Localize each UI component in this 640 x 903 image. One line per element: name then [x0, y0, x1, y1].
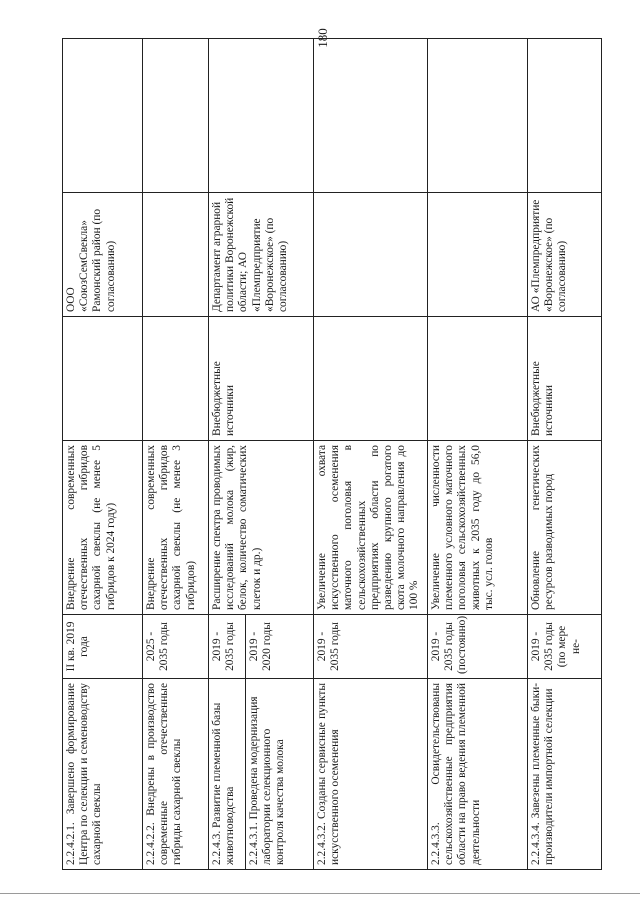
result-cell: Внедрение современных отечественных гибридов сахарной свеклы (не менее 5 гибридов к 2024 году) — [63, 441, 142, 615]
term-cell: 2019 - 2035 годы (по мере не- — [528, 615, 602, 679]
measure-cell: 2.2.4.3. Развитие племенной базы животноводства — [211, 702, 237, 865]
measure-cell: 2.2.4.3.4. Завезены племенные быки-производители импортной селекции — [530, 683, 556, 865]
bottom-rule — [0, 893, 640, 894]
source-cell: Внебюджетные источники — [209, 317, 313, 441]
extra-cell — [63, 39, 142, 193]
result-cell: Увеличение численности племенного условного маточного поголовья сельскохозяйственных животных к 2035 году до 56,0 тыс. усл. голов — [428, 441, 527, 615]
result-cell: Внедрение современных отечественных гибридов сахарной свеклы (не менее 3 гибридов) — [143, 441, 208, 615]
measure-cell: 2.2.4.3.2. Созданы сервисные пункты искусственного осеменения — [316, 683, 342, 865]
source-cell — [314, 317, 427, 441]
table-row — [142, 39, 208, 869]
table-row — [527, 39, 602, 869]
responsible-cell: ООО «СоюзСемСвекла» Рамонский район (по согласованию) — [63, 193, 142, 317]
term-cell: 2019 - 2020 годы — [245, 615, 313, 678]
measure-cell-group — [209, 679, 313, 869]
table-row — [208, 39, 313, 869]
extra-cell — [528, 39, 602, 193]
measures-table — [62, 38, 602, 870]
source-cell — [143, 317, 208, 441]
responsible-cell — [143, 193, 208, 317]
responsible-cell: АО «Племпредприятие «Воронежское» (по согласованию) — [528, 193, 602, 317]
table-row — [63, 39, 142, 869]
result-cell: Расширение спектра проводимых исследований молока (жир, белок, количество соматических клеток и др.) — [209, 441, 313, 615]
term-cell-group — [209, 615, 313, 679]
source-cell: Внебюджетные источники — [528, 317, 602, 441]
term-cell: 2019 - 2035 годы (постоянно) — [428, 615, 527, 679]
extra-cell — [314, 39, 427, 193]
table-container — [62, 38, 602, 870]
term-cell: 2019 - 2035 годы — [211, 622, 237, 671]
table-row — [427, 39, 527, 869]
source-cell — [63, 317, 142, 441]
term-cell: 2019 - 2035 годы — [314, 615, 427, 679]
source-cell — [428, 317, 527, 441]
result-cell: Обновление генетических ресурсов разводимых пород — [528, 441, 602, 615]
term-cell: 2025 - 2035 годы — [143, 615, 208, 679]
result-cell: Увеличение охвата искусственного осеменения маточного поголовья в сельскохозяйственных предприятиях области по разведению крупного рогатого скота молочного направления до 100 % — [314, 441, 427, 615]
extra-cell — [209, 39, 313, 193]
responsible-cell — [428, 193, 527, 317]
responsible-cell — [314, 193, 427, 317]
measure-cell: 2.2.4.3.1. Проведена модернизация лаборатории селекционного контроля качества молока — [245, 679, 313, 869]
page-number-text: 180 — [315, 28, 330, 48]
measure-cell: 2.2.4.2.1. Завершено формирование Центра по селекции и семеноводству сахарной свеклы — [65, 683, 104, 865]
table-row — [313, 39, 427, 869]
responsible-cell: Департамент аграрной политики Воронежской области; АО «Племпредприятие «Воронежское» (по согласованию) — [209, 193, 313, 317]
term-cell: II кв. 2019 года — [63, 615, 142, 679]
extra-cell — [428, 39, 527, 193]
measure-cell: 2.2.4.2.2. Внедрены в производство современные отечественные гибриды сахарной свеклы — [145, 683, 184, 865]
measure-cell: 2.2.4.3.3. Освидетельствованы сельскохозяйственные предприятия области на право ведения племенной деятельности — [430, 683, 482, 865]
extra-cell — [143, 39, 208, 193]
